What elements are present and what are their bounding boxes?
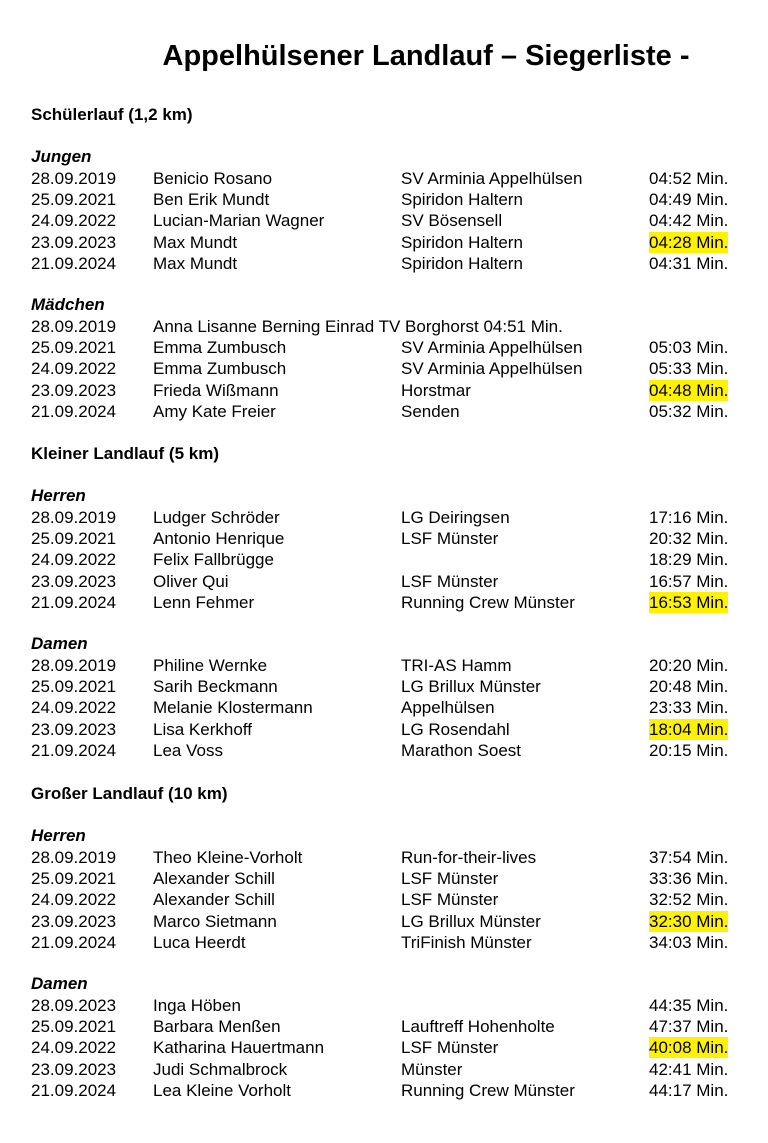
finish-time: 44:17 Min. — [649, 1080, 729, 1100]
winner-entry: Anna Lisanne Berning Einrad TV Borghorst 04:51 Min. — [153, 317, 563, 336]
club-name: SV Bösensell — [401, 211, 503, 231]
finish-time: 42:41 Min. — [649, 1059, 729, 1079]
club-name: TRI-AS Hamm — [401, 656, 512, 675]
table-row — [0, 232, 768, 253]
club-name: Spiridon Haltern — [401, 232, 523, 252]
finish-time: 20:20 Min. — [649, 656, 729, 675]
winner-name: Theo Kleine-Vorholt — [153, 848, 303, 867]
winner-name: Philine Wernke — [153, 656, 268, 675]
table-row — [0, 401, 768, 422]
table-row — [0, 168, 768, 189]
winner-name: Max Mundt — [153, 253, 238, 273]
table-row — [0, 719, 768, 740]
winner-name: Oliver Qui — [153, 571, 229, 591]
table-row — [0, 358, 768, 379]
group-label: Jungen — [31, 147, 92, 166]
race-date: 25.09.2021 — [31, 1017, 117, 1037]
group-label: Herren — [31, 486, 86, 505]
race-date: 28.09.2019 — [31, 317, 117, 336]
race-date: 23.09.2023 — [31, 571, 117, 591]
race-date: 25.09.2021 — [31, 338, 117, 358]
club-name: SV Arminia Appelhülsen — [401, 359, 583, 379]
finish-time: 05:33 Min. — [649, 359, 729, 379]
club-name: LSF Münster — [401, 529, 499, 549]
race-date: 25.09.2021 — [31, 677, 117, 697]
club-name: Lauftreff Hohenholte — [401, 1017, 555, 1037]
race-date: 28.09.2019 — [31, 848, 117, 867]
winner-name: Sarih Beckmann — [153, 677, 278, 697]
winner-name: Lucian-Marian Wagner — [153, 211, 325, 231]
club-name: Run-for-their-lives — [401, 848, 537, 867]
finish-time: 32:52 Min. — [649, 890, 729, 910]
race-date: 21.09.2024 — [31, 932, 117, 952]
table-row — [0, 676, 768, 697]
winner-name: Inga Höben — [153, 996, 241, 1015]
table-row — [0, 889, 768, 910]
race-date: 24.09.2022 — [31, 1038, 117, 1058]
winner-name: Ben Erik Mundt — [153, 190, 270, 210]
race-date: 24.09.2022 — [31, 550, 117, 570]
finish-time: 47:37 Min. — [649, 1017, 729, 1037]
table-row — [0, 1037, 768, 1058]
club-name: LG Rosendahl — [401, 719, 510, 739]
table-row — [0, 1080, 768, 1101]
record-time: 32:30 Min. — [649, 911, 729, 931]
table-row — [0, 847, 768, 868]
finish-time: 20:15 Min. — [649, 740, 729, 760]
table-row — [0, 932, 768, 953]
table-row — [0, 189, 768, 210]
table-row — [0, 697, 768, 718]
race-date: 28.09.2023 — [31, 996, 117, 1015]
finish-time: 20:32 Min. — [649, 529, 729, 549]
club-name: LG Brillux Münster — [401, 677, 541, 697]
winner-name: Lea Kleine Vorholt — [153, 1080, 291, 1100]
winner-name: Judi Schmalbrock — [153, 1059, 288, 1079]
winner-name: Emma Zumbusch — [153, 338, 287, 358]
race-date: 21.09.2024 — [31, 592, 117, 612]
record-time: 18:04 Min. — [649, 719, 729, 739]
table-row — [0, 592, 768, 613]
section-heading: Kleiner Landlauf (5 km) — [31, 444, 219, 463]
race-date: 23.09.2023 — [31, 911, 117, 931]
finish-time: 44:35 Min. — [649, 996, 729, 1015]
winner-name: Marco Sietmann — [153, 911, 277, 931]
winner-name: Barbara Menßen — [153, 1017, 281, 1037]
table-row — [0, 380, 768, 401]
club-name: LSF Münster — [401, 571, 499, 591]
race-date: 21.09.2024 — [31, 253, 117, 273]
race-date: 25.09.2021 — [31, 869, 117, 889]
club-name: LG Brillux Münster — [401, 911, 541, 931]
race-date: 28.09.2019 — [31, 508, 117, 527]
table-row — [0, 210, 768, 231]
finish-time: 18:29 Min. — [649, 550, 729, 570]
record-time: 16:53 Min. — [649, 592, 729, 612]
table-row — [0, 868, 768, 889]
winner-name: Amy Kate Freier — [153, 401, 276, 421]
finish-time: 04:42 Min. — [649, 211, 729, 231]
race-date: 25.09.2021 — [31, 190, 117, 210]
table-row — [0, 253, 768, 274]
club-name: Horstmar — [401, 380, 471, 400]
section-heading: Schülerlauf (1,2 km) — [31, 105, 193, 124]
finish-time: 16:57 Min. — [649, 571, 729, 591]
winner-name: Melanie Klostermann — [153, 698, 313, 718]
club-name: SV Arminia Appelhülsen — [401, 338, 583, 358]
club-name: Running Crew Münster — [401, 1080, 575, 1100]
race-date: 28.09.2019 — [31, 656, 117, 675]
race-date: 24.09.2022 — [31, 890, 117, 910]
winner-name: Luca Heerdt — [153, 932, 246, 952]
finish-time: 05:32 Min. — [649, 401, 729, 421]
table-row — [0, 1016, 768, 1037]
club-name: Spiridon Haltern — [401, 190, 523, 210]
race-date: 24.09.2022 — [31, 359, 117, 379]
race-date: 24.09.2022 — [31, 698, 117, 718]
table-row — [0, 571, 768, 592]
club-name: Senden — [401, 401, 460, 421]
winner-name: Benicio Rosano — [153, 169, 273, 188]
page-title: Appelhülsener Landlauf – Siegerliste - — [162, 40, 690, 72]
table-row — [0, 655, 768, 676]
club-name: LSF Münster — [401, 869, 499, 889]
club-name: LSF Münster — [401, 1038, 499, 1058]
table-row — [0, 528, 768, 549]
race-date: 23.09.2023 — [31, 719, 117, 739]
club-name: LSF Münster — [401, 890, 499, 910]
race-date: 21.09.2024 — [31, 740, 117, 760]
club-name: Münster — [401, 1059, 463, 1079]
table-row — [0, 316, 768, 337]
finish-time: 20:48 Min. — [649, 677, 729, 697]
winner-name: Lenn Fehmer — [153, 592, 255, 612]
winner-name: Alexander Schill — [153, 890, 275, 910]
club-name: Marathon Soest — [401, 740, 522, 760]
finish-time: 34:03 Min. — [649, 932, 729, 952]
winner-name: Frieda Wißmann — [153, 380, 279, 400]
race-date: 23.09.2023 — [31, 380, 117, 400]
record-time: 40:08 Min. — [649, 1038, 729, 1058]
record-time: 04:48 Min. — [649, 380, 729, 400]
race-date: 21.09.2024 — [31, 401, 117, 421]
table-row — [0, 337, 768, 358]
club-name: Appelhülsen — [401, 698, 495, 718]
race-date: 23.09.2023 — [31, 1059, 117, 1079]
club-name: TriFinish Münster — [401, 932, 532, 952]
table-row — [0, 1059, 768, 1080]
table-row — [0, 549, 768, 570]
winner-name: Max Mundt — [153, 232, 238, 252]
table-row — [0, 995, 768, 1016]
record-time: 04:28 Min. — [649, 232, 729, 252]
group-label: Mädchen — [31, 295, 105, 314]
race-date: 23.09.2023 — [31, 232, 117, 252]
finish-time: 17:16 Min. — [649, 508, 729, 527]
winner-name: Lea Voss — [153, 740, 223, 760]
finish-time: 04:52 Min. — [649, 169, 729, 188]
race-date: 28.09.2019 — [31, 169, 117, 188]
finish-time: 04:49 Min. — [649, 190, 729, 210]
table-row — [0, 740, 768, 761]
winner-name: Alexander Schill — [153, 869, 275, 889]
club-name: Spiridon Haltern — [401, 253, 523, 273]
race-date: 24.09.2022 — [31, 211, 117, 231]
finish-time: 05:03 Min. — [649, 338, 729, 358]
group-label: Damen — [31, 974, 88, 993]
winner-name: Felix Fallbrügge — [153, 550, 274, 570]
finish-time: 37:54 Min. — [649, 848, 729, 867]
winner-name: Katharina Hauertmann — [153, 1038, 325, 1058]
section-heading: Großer Landlauf (10 km) — [31, 784, 228, 803]
table-row — [0, 911, 768, 932]
winner-name: Lisa Kerkhoff — [153, 719, 252, 739]
club-name: SV Arminia Appelhülsen — [401, 169, 583, 188]
finish-time: 04:31 Min. — [649, 253, 729, 273]
finish-time: 33:36 Min. — [649, 869, 729, 889]
table-row — [0, 507, 768, 528]
winner-name: Emma Zumbusch — [153, 359, 287, 379]
winner-name: Antonio Henrique — [153, 529, 285, 549]
group-label: Damen — [31, 634, 88, 653]
group-label: Herren — [31, 826, 86, 845]
race-date: 25.09.2021 — [31, 529, 117, 549]
winner-name: Ludger Schröder — [153, 508, 280, 527]
club-name: LG Deiringsen — [401, 508, 510, 527]
club-name: Running Crew Münster — [401, 592, 575, 612]
finish-time: 23:33 Min. — [649, 698, 729, 718]
race-date: 21.09.2024 — [31, 1080, 117, 1100]
